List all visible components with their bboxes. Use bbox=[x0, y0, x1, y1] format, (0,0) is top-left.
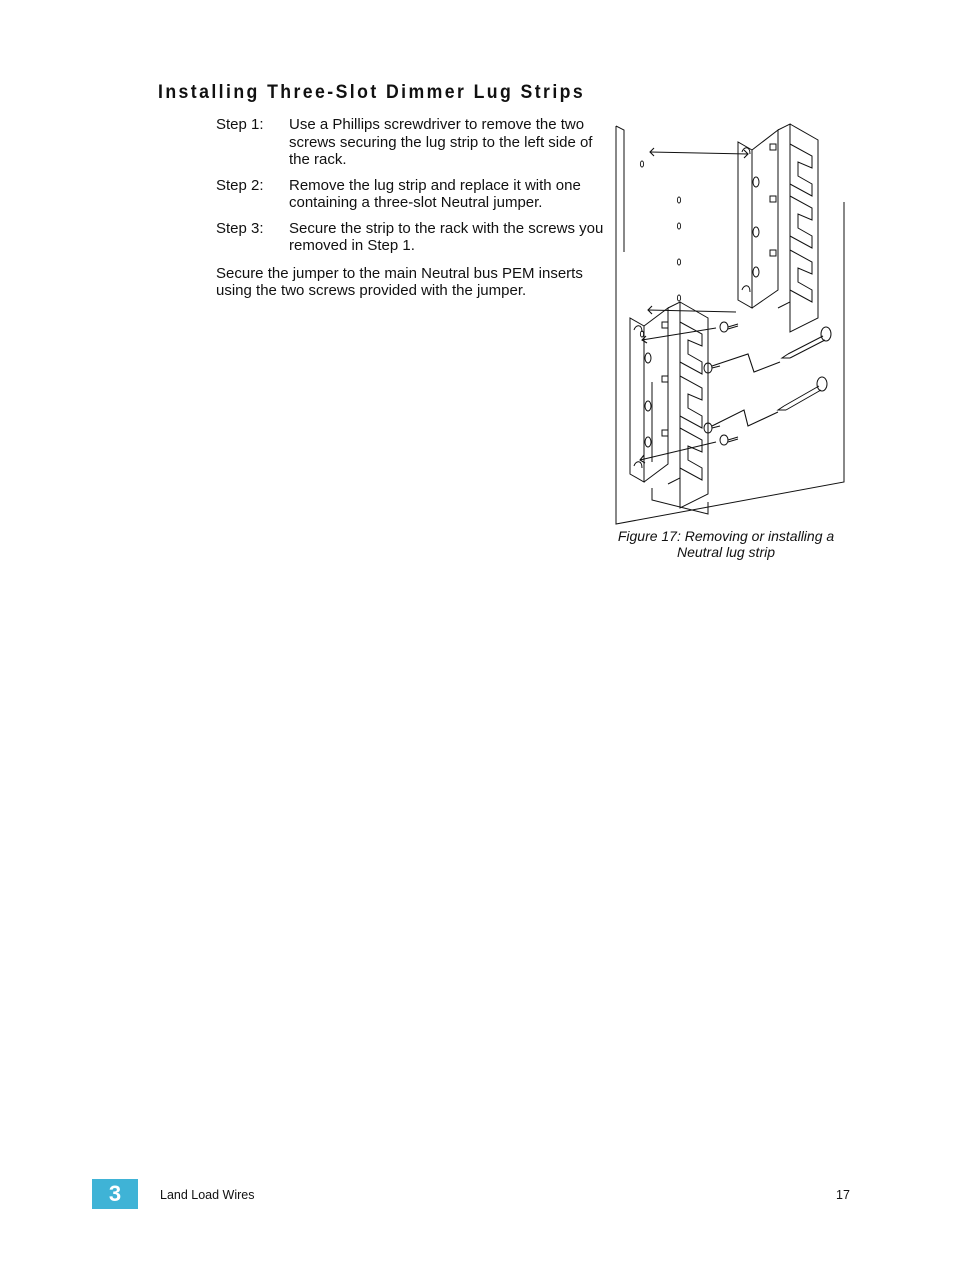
step-text: Secure the strip to the rack with the screws you removed in Step 1. bbox=[289, 219, 604, 254]
footer-chapter-title: Land Load Wires bbox=[160, 1188, 255, 1202]
rack-panel-edge bbox=[616, 126, 624, 252]
step-item bbox=[216, 177, 606, 212]
instruction-list bbox=[216, 116, 606, 300]
rack-panel bbox=[616, 126, 844, 524]
section-heading: Installing Three-Slot Dimmer Lug Strips bbox=[158, 82, 586, 103]
strip-screws bbox=[704, 322, 738, 445]
lug-strip-diagram bbox=[612, 122, 848, 528]
step-item bbox=[216, 116, 606, 169]
step-text: Use a Phillips screwdriver to remove the two screws securing the lug strip to the left side of the rack. bbox=[289, 116, 593, 168]
direction-arrows bbox=[640, 148, 780, 463]
jumper-screws bbox=[778, 327, 831, 410]
page-number: 17 bbox=[836, 1188, 850, 1202]
chapter-tab: 3 bbox=[92, 1179, 138, 1209]
jumper-note: Secure the jumper to the main Neutral bus PEM inserts using the two screws provided with the jumper. bbox=[216, 264, 583, 299]
step-label: Step 3: bbox=[216, 219, 264, 237]
step-label: Step 1: bbox=[216, 116, 264, 133]
upper-lug-strip bbox=[738, 124, 818, 332]
lower-lug-strip bbox=[630, 302, 708, 514]
step-label: Step 2: bbox=[216, 176, 264, 194]
step-item bbox=[216, 220, 606, 255]
step-text: Remove the lug strip and replace it with one containing a three-slot Neutral jumper. bbox=[289, 176, 581, 211]
figure-caption: Figure 17: Removing or installing a Neutral lug strip bbox=[617, 528, 835, 560]
